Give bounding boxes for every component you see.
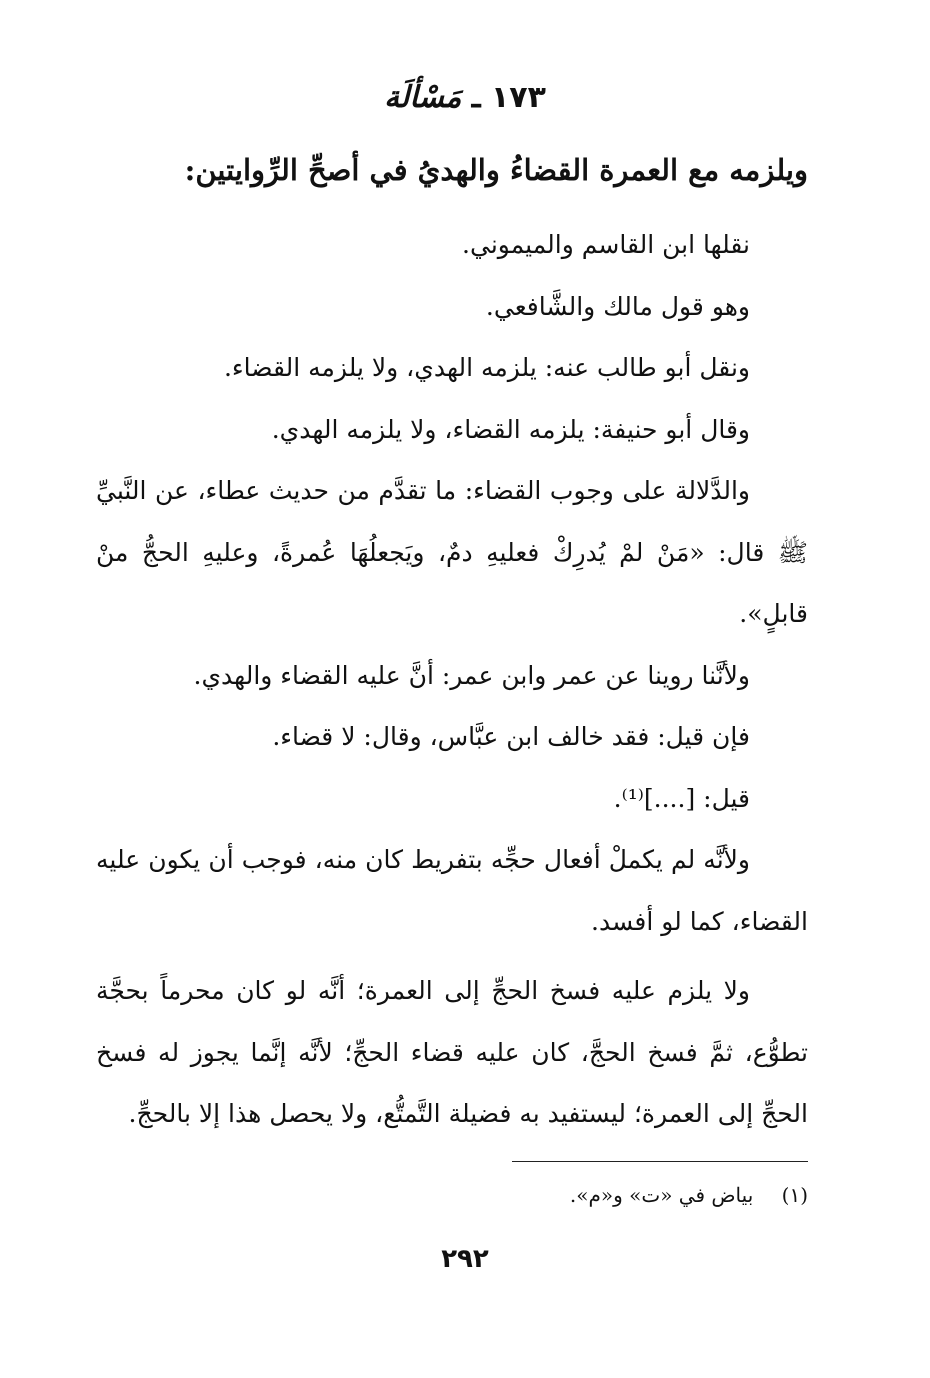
paragraph: ونقل أبو طالب عنه: يلزمه الهدي، ولا يلزمه القضاء.: [223, 353, 750, 382]
paragraph: وهو قول مالك والشَّافعي.: [485, 291, 750, 321]
section-separator: ـ: [461, 80, 491, 115]
paragraph: قيل: [....]⁽¹⁾.: [613, 783, 750, 813]
paragraph: فإن قيل: فقد خالف ابن عبَّاس، وقال: لا قضاء.: [272, 722, 750, 751]
paragraph: ولأنَّنا روينا عن عمر وابن عمر: أنَّ عليه القضاء والهدي.: [193, 660, 750, 690]
footnote-divider: [512, 1161, 808, 1162]
footnote: [108, 1178, 808, 1212]
footnote-text: بياض في «ت» و«م».: [569, 1183, 754, 1207]
paragraph: ولا يلزم عليه فسخ الحجِّ إلى العمرة؛ أنَّه لو كان محرماً بحجَّة تطوُّع، ثمَّ فسخ الحجَّ، كان عليه قضاء الحجِّ؛ لأنَّه إنَّما يجوز له فسخ الحجِّ إلى العمرة؛ ليستفيد به فضيلة التَّمتُّع، ولا يحصل هذا إلا بالحجِّ.: [96, 976, 808, 1128]
section-number: ١٧٣: [490, 80, 546, 115]
page-number: ٢٩٢: [441, 1244, 489, 1274]
footnote-marker: (١): [781, 1183, 808, 1207]
paragraph: نقلها ابن القاسم والميموني.: [462, 230, 750, 259]
section-word: مَسْألَة: [384, 80, 462, 115]
paragraph: وقال أبو حنيفة: يلزمه القضاء، ولا يلزمه الهدي.: [271, 414, 750, 444]
lead-sentence: ويلزمه مع العمرة القضاءُ والهديُ في أصحِّ الرِّوايتين:: [184, 153, 808, 187]
section-heading: [0, 78, 930, 118]
paragraph: ولأنَّه لم يكملْ أفعال حجِّه بتفريط كان منه، فوجب أن يكون عليه القضاء، كما لو أفسد.: [96, 845, 808, 936]
body-text: [96, 214, 808, 1145]
paragraph: والدَّلالة على وجوب القضاء: ما تقدَّم من حديث عطاء، عن النَّبيِّ ﷺ قال: «مَنْ لمْ يُدرِكْ فعليهِ دمٌ، ويَجعلُهَا عُمرةً، وعليهِ الحجُّ منْ قابلٍ».: [96, 476, 808, 628]
